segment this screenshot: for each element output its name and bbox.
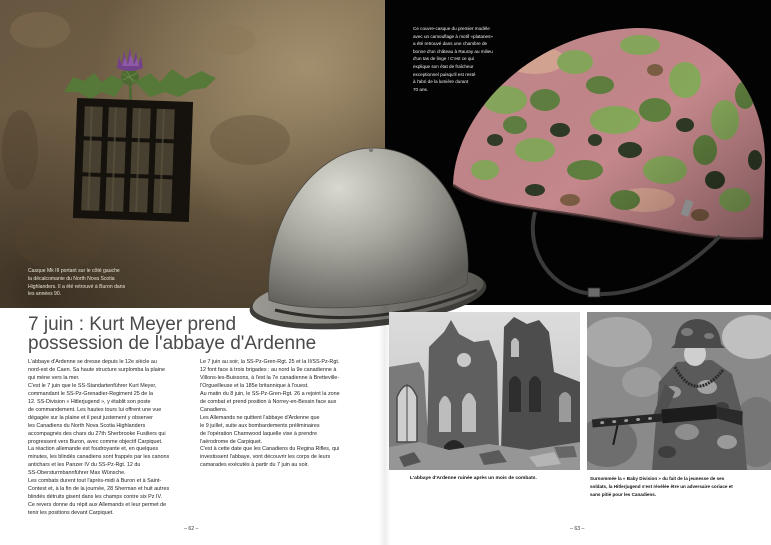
article-line: L'abbaye d'Ardenne se dresse depuis le 12e siècle au bbox=[28, 359, 157, 365]
article-line: progressent vers Buron, avec comme objectif Carpiquet. bbox=[28, 438, 163, 445]
helmet-cover-caption bbox=[413, 25, 493, 93]
article-line: La réaction allemande est foudroyante et, en quelques bbox=[28, 446, 159, 453]
mk3-helmet bbox=[245, 138, 490, 338]
article-line: tenir les positions devant Carpiquet. bbox=[28, 510, 114, 517]
article-line: C'est à cette date que les Canadiens du Regina Rifles, qui bbox=[200, 446, 340, 453]
soldier-photo bbox=[587, 312, 771, 470]
article-line: l'aérodrome de Carpiquet. bbox=[200, 438, 263, 445]
article-line: nord-est de Caen. Sa haute structure surplomba la plaine bbox=[28, 366, 165, 373]
article-line: antichars et les Panzer IV du SS-Pz-Rgt. 12 du bbox=[28, 462, 141, 469]
article-line: Les combats durent tout l'après-midi à Buron et à Saint- bbox=[28, 478, 162, 485]
article-title bbox=[28, 315, 316, 353]
article-line: commandant le SS-Pz-Grenadier-Regiment 25 de la bbox=[28, 390, 153, 397]
article-line: de l'opération Charnwood laquelle vise à prendre bbox=[200, 430, 318, 437]
article-title-line: 7 juin : Kurt Meyer prend bbox=[28, 314, 237, 335]
article-line: camarades exécutés à partir du 7 juin au soir. bbox=[200, 462, 309, 469]
abbey-ruins-photo bbox=[389, 312, 580, 470]
caption-line: sans pitié pour les Canadiens. bbox=[590, 491, 657, 497]
article-line: investissent l'abbaye, vont découvrir les corps de leurs bbox=[200, 454, 331, 461]
caption-line: soldats, la Hitlerjugend s'est révélée être un adversaire coriace et bbox=[590, 483, 733, 489]
article-line: Les Allemands ne quittent l'abbaye d'Ardenne que bbox=[200, 414, 320, 421]
article-line: l'Orgueilleuse et la 185e britannique à l'ouest. bbox=[200, 382, 309, 389]
article-line: le 9 juillet, suite aux bombardements préliminaires bbox=[200, 422, 320, 429]
caption-line: Ce couvre-casque du premier modèle bbox=[413, 26, 490, 31]
caption-line: a été retrouvé dans une chambre de bbox=[413, 41, 488, 47]
caption-line: exceptionnel puisqu'il est resté bbox=[413, 71, 476, 77]
page-number-right: – 63 – bbox=[570, 526, 585, 532]
caption-line: d'un tas de linge ! C'est ce qui bbox=[413, 56, 474, 62]
article-line: de commandement. Les hautes tours lui offrent une vue bbox=[28, 406, 162, 413]
article-line: Contest et, à la fin de la journée, 28 Sherman et huit autres bbox=[28, 486, 170, 493]
caption-line: 70 ans. bbox=[413, 86, 429, 92]
article-line: Ce revers donne du répit aux Allemands et leur permet de bbox=[28, 502, 167, 509]
caption-line: Casque Mk III portant sur le côté gauche bbox=[28, 268, 120, 274]
article-line: SS-Obersturmbannführer Max Wünsche. bbox=[28, 470, 126, 477]
caption-line: les années 90. bbox=[28, 291, 62, 298]
article-column-2 bbox=[200, 359, 340, 470]
insignia-photo-caption bbox=[28, 268, 125, 299]
page-number-left: – 62 – bbox=[184, 526, 199, 532]
article-line: les Canadiens du North Nova Scotia Highlanders bbox=[28, 422, 146, 429]
article-line: de combat et prend position à Norrey-en-Bessin face aux bbox=[200, 398, 337, 405]
regimental-patch bbox=[73, 98, 193, 222]
caption-line: L'abbaye d'Ardenne ruinée après un mois de combats. bbox=[410, 476, 537, 481]
article-line: Le 7 juin au soir, la SS-Pz-Gren-Rgt. 25 et la II/SS-Pz-Rgt. bbox=[200, 359, 340, 365]
soldier-photo-caption bbox=[590, 475, 733, 498]
caption-line: explique son état de fraîcheur bbox=[413, 63, 474, 69]
article-line: C'est le 7 juin que le SS-Standartenführer Kurt Meyer, bbox=[28, 382, 157, 389]
caption-line: à l'abri de la lumière durant bbox=[413, 79, 469, 85]
article-line: qui mène vers la mer. bbox=[28, 374, 80, 381]
article-line: 12 font face à trois brigades : au nord la 9e canadienne à bbox=[200, 366, 337, 373]
article-line: minutes, les blindés canadiens sont frappés par les canons bbox=[28, 454, 170, 461]
caption-line: Surnommée la « Baby Division » du fait de la jeunesse de ses bbox=[590, 476, 725, 481]
caption-line: Highlanders. Il a été retrouvé à Buron dans bbox=[28, 283, 126, 290]
article-line: 12. SS-Division « Hitlerjugend », y établit son poste bbox=[28, 398, 151, 405]
caption-line: bonne d'un château à Rauray au milieu bbox=[413, 48, 493, 54]
article-line: Villons-les-Buissons, à l'est la 7e canadienne à Bretteville- bbox=[200, 374, 340, 381]
article-line: Canadiens. bbox=[200, 406, 228, 413]
article-line: dégagée sur la plaine et il peut justement y observer bbox=[28, 414, 153, 421]
article-line: accompagnés des chars du 27th Sherbrooke Fusiliers qui bbox=[28, 430, 166, 437]
caption-line: avec un camouflage à motif «platanes» bbox=[413, 33, 493, 39]
article-line: Au matin du 8 juin, le SS-Pz-Gren-Rgt. 26 a rejoint la zone bbox=[200, 390, 340, 397]
abbey-photo-caption bbox=[410, 475, 537, 483]
article-column-1 bbox=[28, 359, 169, 518]
article-title-line: possession de l'abbaye d'Ardenne bbox=[28, 333, 317, 354]
caption-line: la décalcomanie du North Nova Scotia bbox=[28, 275, 115, 282]
article-line: blindés détruits gisent dans les champs contre six Pz IV. bbox=[28, 494, 163, 501]
book-spine-shadow bbox=[379, 305, 391, 545]
